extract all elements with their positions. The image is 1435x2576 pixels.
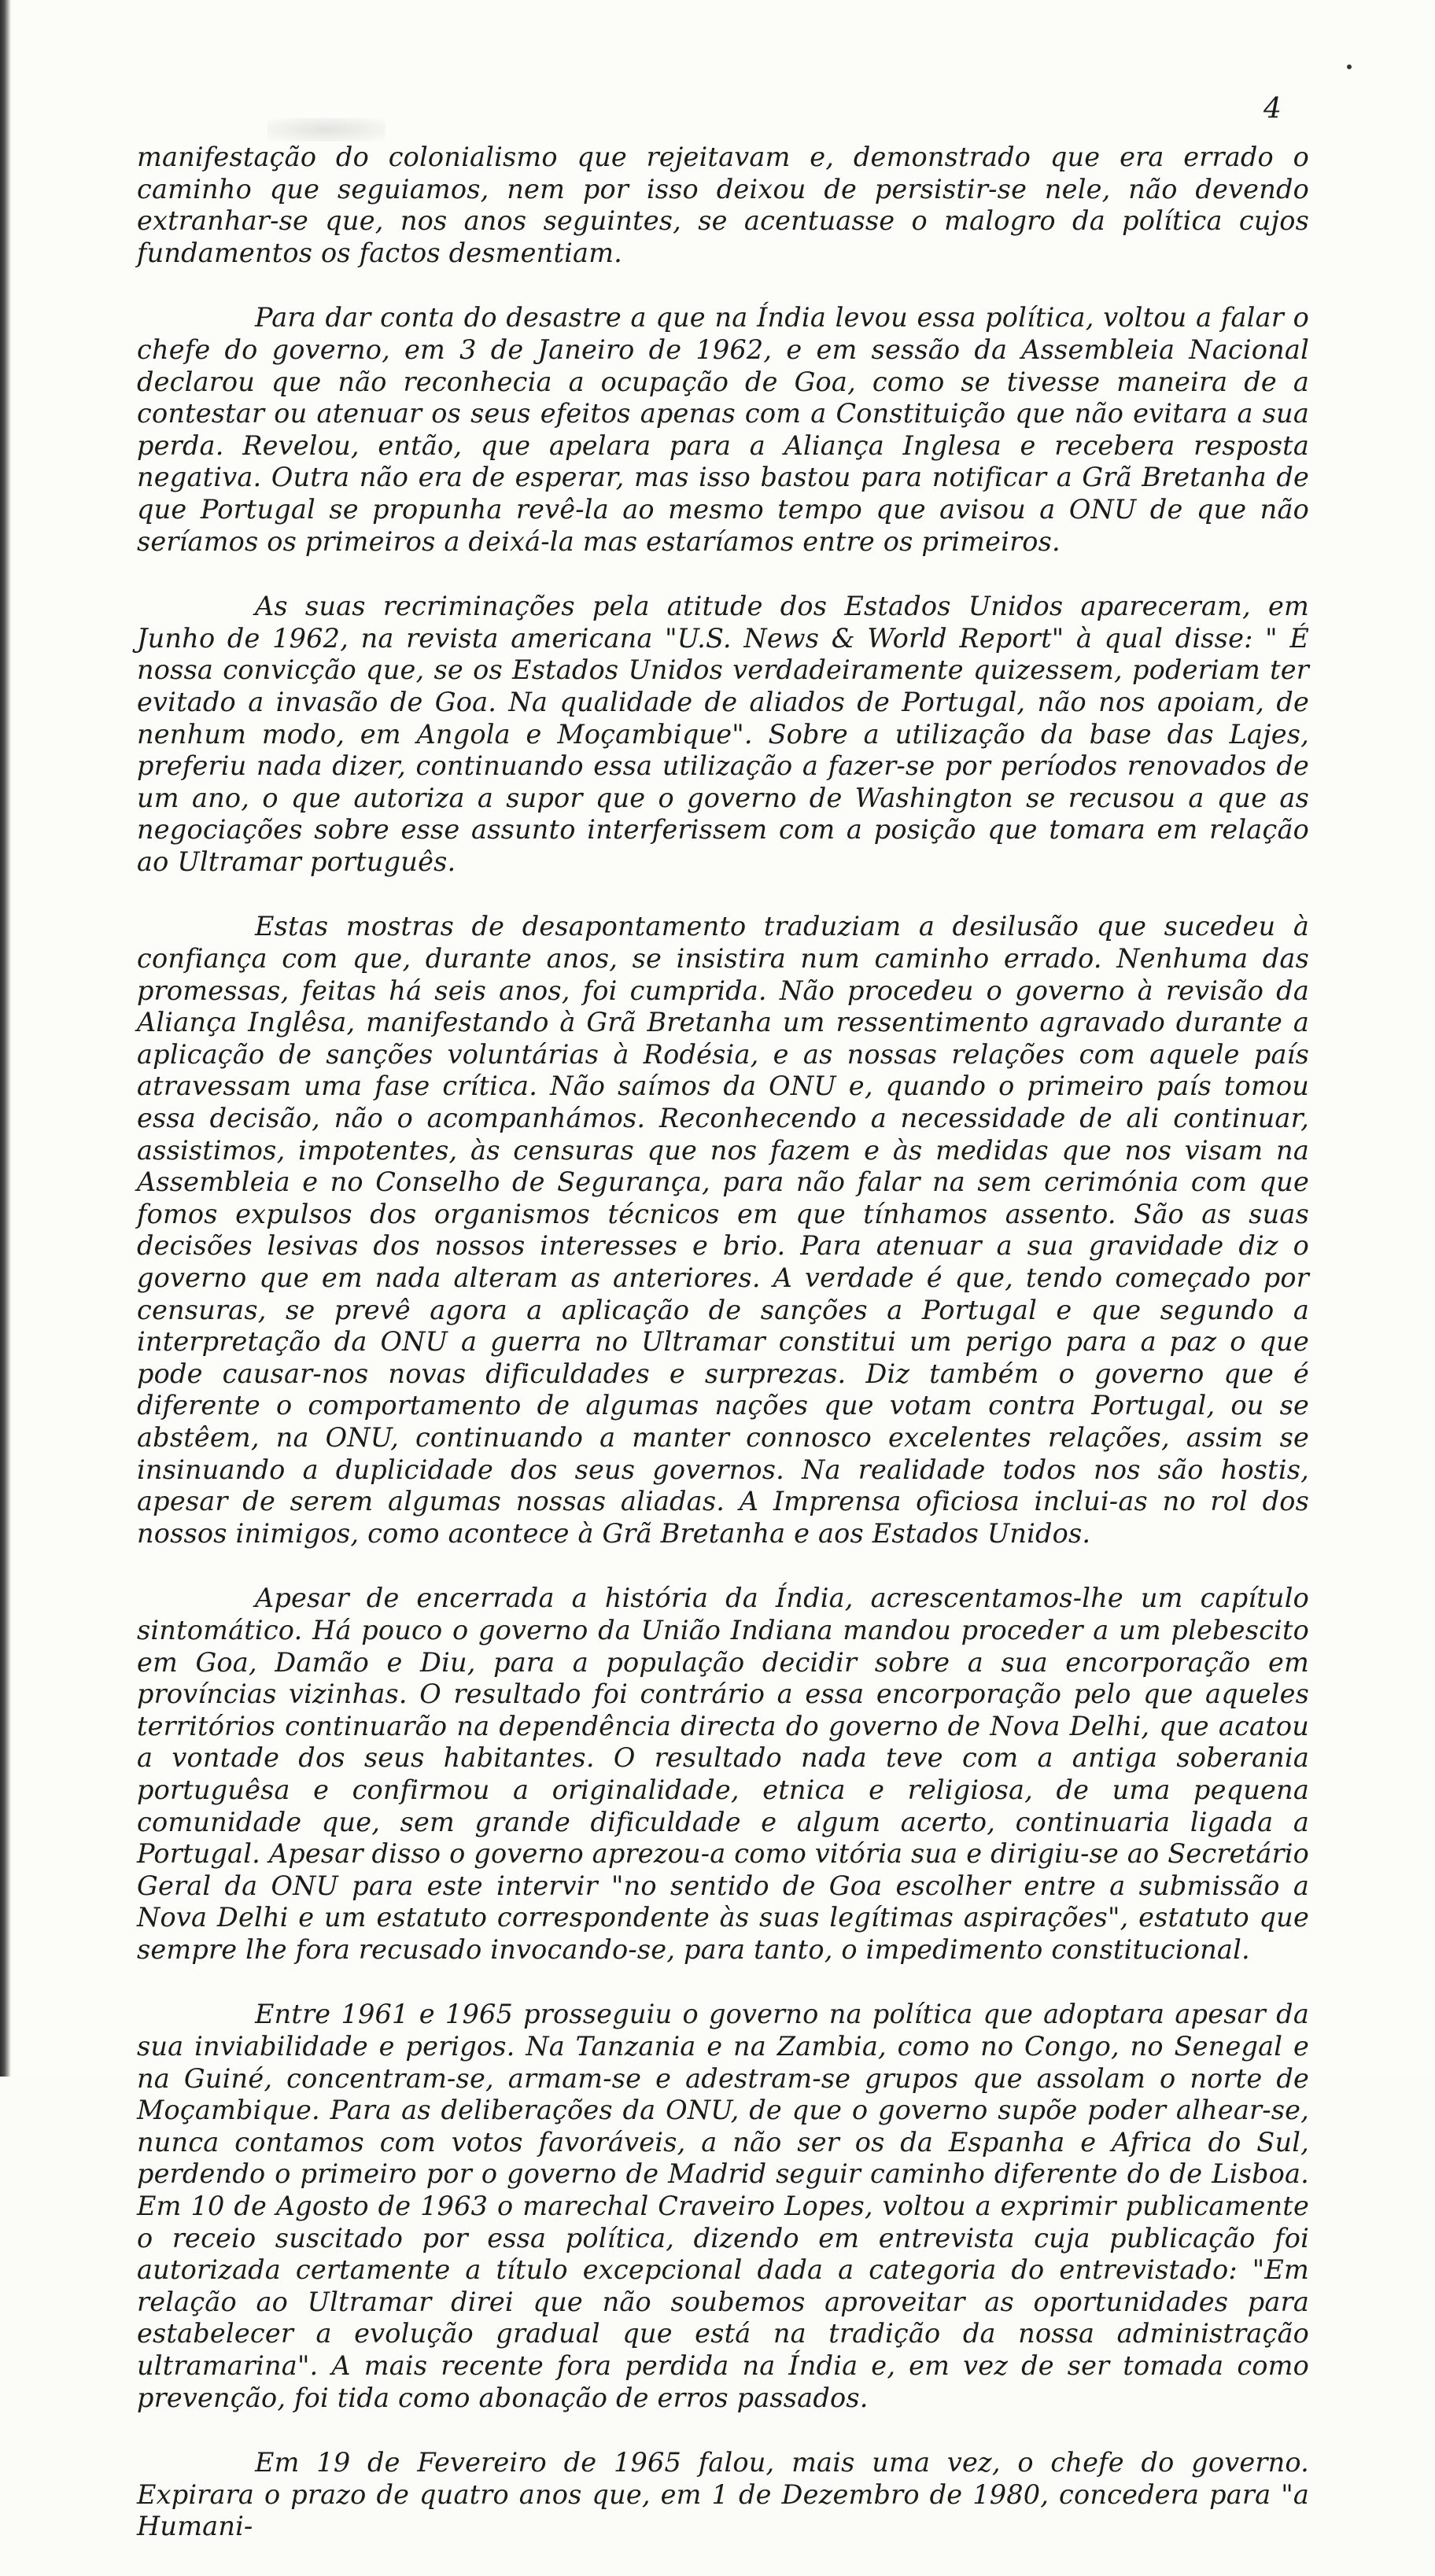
- paragraph: Para dar conta do desastre a que na Índia levou essa política, voltou a falar o chefe do governo, em 3 de Janeiro de 1962, e em sessão da Assembleia Nacional declarou que não reconhecia a ocupação de Goa, como se tivesse maneira de a contestar ou atenuar os seus efeitos apenas com a Constituição que não evitara a sua perda. Revelou, então, que apelara para a Aliança Inglesa e recebera resposta negativa. Outra não era de esperar, mas isso bastou para notificar a Grã Bretanha de que Portugal se propunha revê-la ao mesmo tempo que avisou a ONU de que não seríamos os primeiros a deixá-la mas estaríamos entre os primeiros.: [137, 302, 1309, 557]
- body-text: [137, 142, 1309, 2576]
- paragraph: Estas mostras de desapontamento traduziam a desilusão que sucedeu à confiança com que, durante anos, se insistira num caminho errado. Nenhuma das promessas, feitas há seis anos, foi cumprida. Não procedeu o governo à revisão da Aliança Inglêsa, manifestando à Grã Bretanha um ressentimento agravado durante a aplicação de sanções voluntárias à Rodésia, e as nossas relações com aquele país atravessam uma fase crítica. Não saímos da ONU e, quando o primeiro país tomou essa decisão, não o acompanhámos. Reconhecendo a necessidade de ali continuar, assistimos, impotentes, às censuras que nos fazem e às medidas que nos visam na Assembleia e no Conselho de Segurança, para não falar na sem cerimónia com que fomos expulsos dos organismos técnicos em que tínhamos assento. São as suas decisões lesivas dos nossos interesses e brio. Para atenuar a sua gravidade diz o governo que em nada alteram as anteriores. A verdade é que, tendo começado por censuras, se prevê agora a aplicação de sanções a Portugal e que segundo a interpretação da ONU a guerra no Ultramar constitui um perigo para a paz o que pode causar-nos novas dificuldades e surprezas. Diz também o governo que é diferente o comportamento de algumas nações que votam contra Portugal, ou se abstêem, na ONU, continuando a manter connosco excelentes relações, assim se insinuando a duplicidade dos seus governos. Na realidade todos nos são hostis, apesar de serem algumas nossas aliadas. A Imprensa oficiosa inclui-as no rol dos nossos inimigos, como acontece à Grã Bretanha e aos Estados Unidos.: [137, 911, 1309, 1549]
- page-number: 4: [1263, 93, 1282, 125]
- scan-edge: [0, 0, 11, 2077]
- scan-smudge: [267, 118, 385, 142]
- paragraph: As suas recriminações pela atitude dos Estados Unidos apareceram, em Junho de 1962, na revista americana "U.S. News & World Report" à qual disse: " É nossa convicção que, se os Estados Unidos verdadeiramente quizessem, poderiam ter evitado a invasão de Goa. Na qualidade de aliados de Portugal, não nos apoiam, de nenhum modo, em Angola e Moçambique". Sobre a utilização da base das Lajes, preferiu nada dizer, continuando essa utilização a fazer-se por períodos renovados de um ano, o que autoriza a supor que o governo de Washington se recusou a que as negociações sobre esse assunto interferissem com a posição que tomara em relação ao Ultramar português.: [137, 591, 1309, 877]
- paragraph: Em 19 de Fevereiro de 1965 falou, mais uma vez, o chefe do governo. Expirara o prazo de quatro anos que, em 1 de Dezembro de 1980, concedera para "a Humani-: [137, 2447, 1309, 2542]
- paragraph: Apesar de encerrada a história da Índia, acrescentamos-lhe um capítulo sintomático. Há pouco o governo da União Indiana mandou proceder a um plebescito em Goa, Damão e Diu, para a população decidir sobre a sua encorporação em províncias vizinhas. O resultado foi contrário a essa encorporação pelo que aqueles territórios continuarão na dependência directa do governo de Nova Delhi, que acatou a vontade dos seus habitantes. O resultado nada teve com a antiga soberania portuguêsa e confirmou a originalidade, etnica e religiosa, de uma pequena comunidade que, sem grande dificuldade e algum acerto, continuaria ligada a Portugal. Apesar disso o governo aprezou-a como vitória sua e dirigiu-se ao Secretário Geral da ONU para este intervir "no sentido de Goa escolher entre a submissão a Nova Delhi e um estatuto correspondente às suas legítimas aspirações", estatuto que sempre lhe fora recusado invocando-se, para tanto, o impedimento constitucional.: [137, 1583, 1309, 1965]
- ink-dot: [1347, 64, 1352, 69]
- paragraph: Entre 1961 e 1965 prosseguiu o governo na política que adoptara apesar da sua inviabilidade e perigos. Na Tanzania e na Zambia, como no Congo, no Senegal e na Guiné, concentram-se, armam-se e adestram-se grupos que assolam o norte de Moçambique. Para as deliberações da ONU, de que o governo supõe poder alhear-se, nunca contamos com votos favoráveis, a não ser os da Espanha e Africa do Sul, perdendo o primeiro por o governo de Madrid seguir caminho diferente do de Lisboa. Em 10 de Agosto de 1963 o marechal Craveiro Lopes, voltou a exprimir publicamente o receio suscitado por essa política, dizendo em entrevista cuja publicação foi autorizada certamente a título excepcional dada a categoria do entrevistado: "Em relação ao Ultramar direi que não soubemos aproveitar as oportunidades para estabelecer a evolução gradual que está na tradição da nossa administração ultramarina". A mais recente fora perdida na Índia e, em vez de ser tomada como prevenção, foi tida como abonação de erros passados.: [137, 1999, 1309, 2413]
- paragraph: manifestação do colonialismo que rejeitavam e, demonstrado que era errado o caminho que seguiamos, nem por isso deixou de persistir-se nele, não devendo extranhar-se que, nos anos seguintes, se acentuasse o malogro da política cujos fundamentos os factos desmentiam.: [137, 142, 1309, 268]
